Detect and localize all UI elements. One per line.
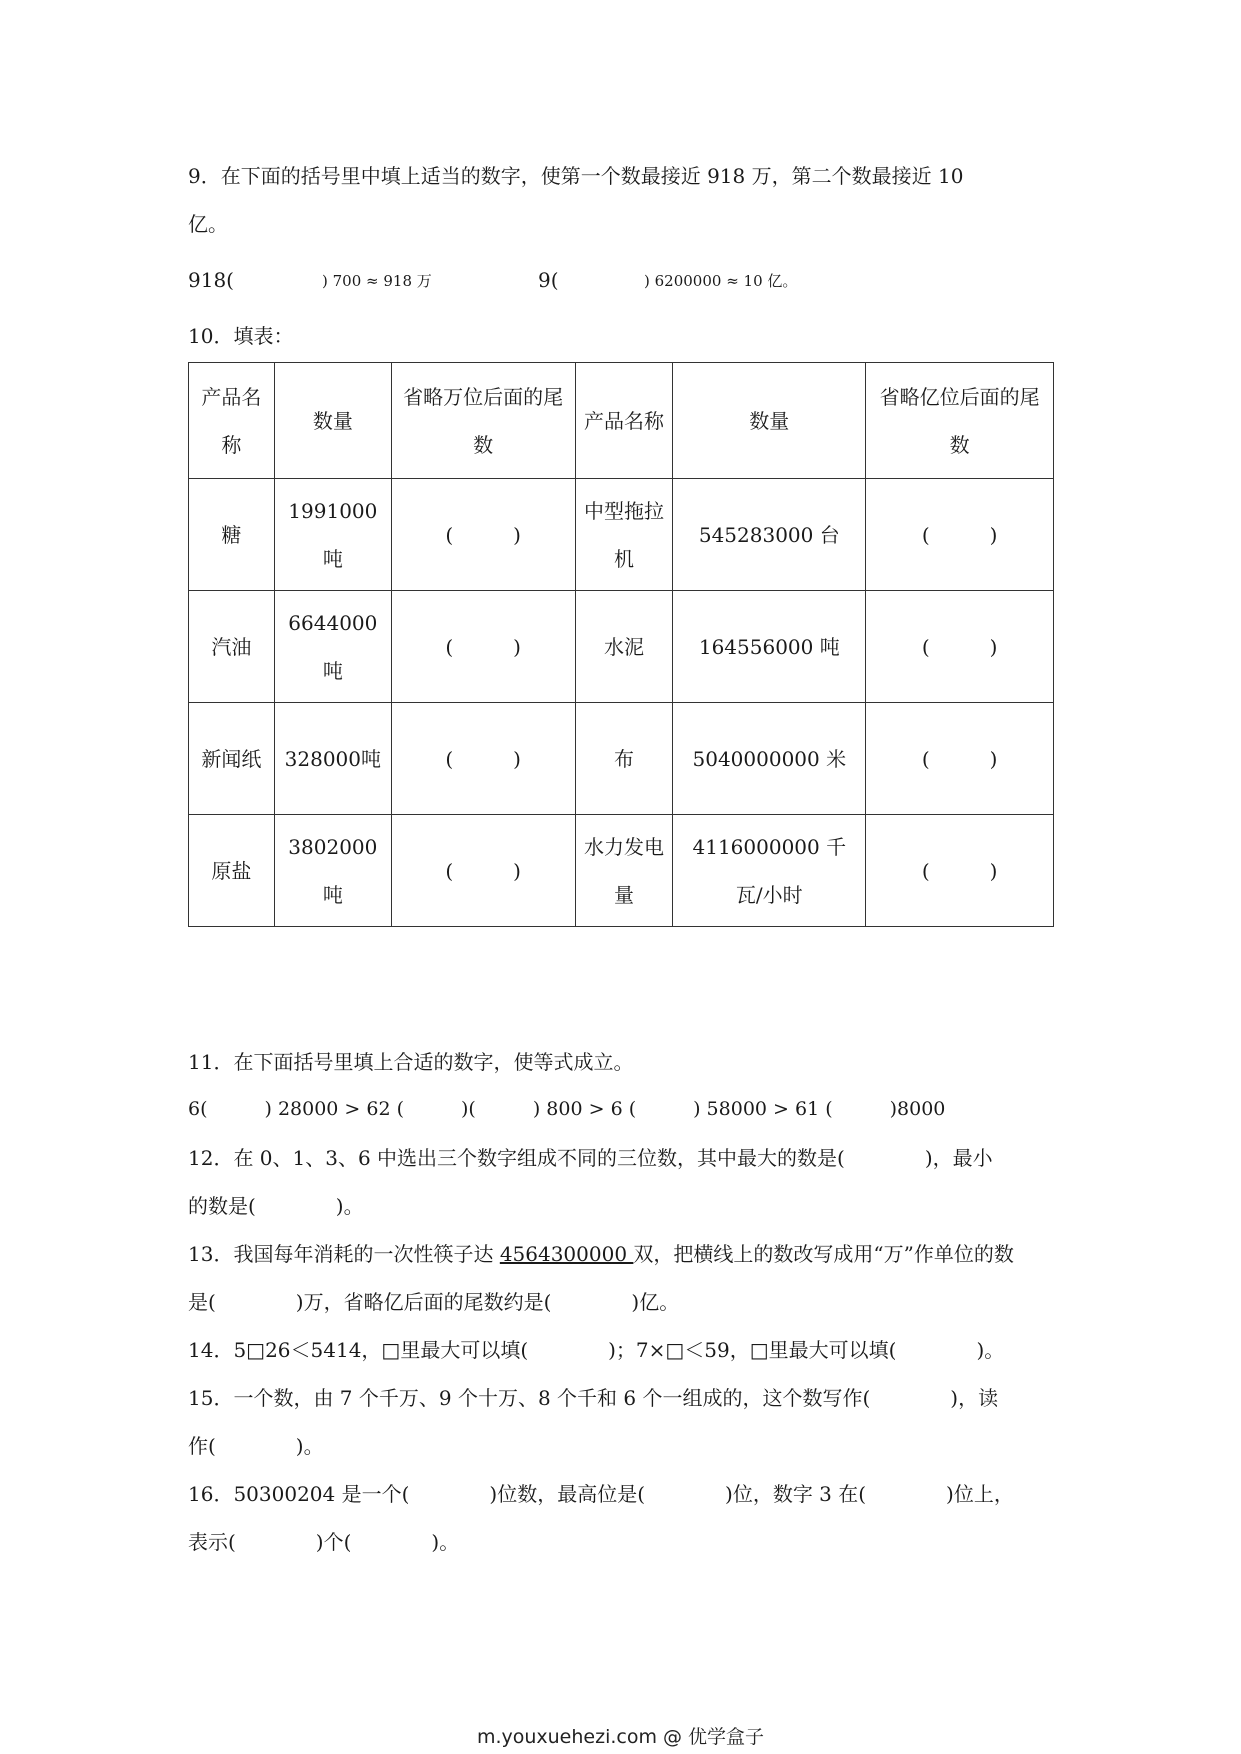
table-row bbox=[189, 591, 1054, 703]
q13-line1 bbox=[188, 1244, 1014, 1264]
table-header-row bbox=[189, 363, 1054, 479]
answer-cell[interactable]: ( ) bbox=[866, 815, 1054, 927]
q13-text-b: 双，把横线上的数改写成用“万”作单位的数 bbox=[633, 1242, 1014, 1266]
q9-expr-b-suffix: ) 6200000 ≈ 10 亿。 bbox=[644, 272, 798, 290]
quantity-cell: 5040000000 米 bbox=[673, 703, 866, 815]
q15-line2: 作( )。 bbox=[188, 1434, 324, 1458]
q9-expr-b-prefix: 9( bbox=[538, 268, 559, 292]
product-name-cell: 水力发电量 bbox=[575, 815, 673, 927]
answer-cell[interactable]: ( ) bbox=[391, 703, 575, 815]
product-name-cell: 中型拖拉机 bbox=[575, 479, 673, 591]
product-name-cell: 新闻纸 bbox=[189, 703, 275, 815]
header-cell: 产品名称 bbox=[189, 363, 275, 479]
answer-cell[interactable]: ( ) bbox=[866, 479, 1054, 591]
header-cell: 数量 bbox=[673, 363, 866, 479]
q9-line2: 亿。 bbox=[188, 212, 228, 236]
fill-table bbox=[188, 362, 1054, 927]
header-cell: 产品名称 bbox=[575, 363, 673, 479]
quantity-cell: 545283000 台 bbox=[673, 479, 866, 591]
q13-line2: 是( )万，省略亿后面的尾数约是( )亿。 bbox=[188, 1290, 680, 1314]
quantity-cell: 1991000吨 bbox=[274, 479, 391, 591]
q9-line1: 9．在下面的括号里中填上适当的数字，使第一个数最接近 918 万，第二个数最接近 10 bbox=[188, 164, 964, 188]
table-row bbox=[189, 703, 1054, 815]
quantity-cell: 328000吨 bbox=[274, 703, 391, 815]
q11-line2: 6( ) 28000 > 62 ( )( ) 800 > 6 ( ) 58000 > 61 ( )8000 bbox=[188, 1098, 946, 1120]
q13-underlined-number: 4564300000 bbox=[499, 1242, 634, 1266]
header-cell: 省略万位后面的尾数 bbox=[391, 363, 575, 479]
answer-cell[interactable]: ( ) bbox=[391, 479, 575, 591]
q15-line1: 15．一个数，由 7 个千万、9 个十万、8 个千和 6 个一组成的，这个数写作( )，读 bbox=[188, 1386, 999, 1410]
product-name-cell: 糖 bbox=[189, 479, 275, 591]
quantity-cell: 164556000 吨 bbox=[673, 591, 866, 703]
quantity-cell: 6644000吨 bbox=[274, 591, 391, 703]
q11-line1: 11．在下面括号里填上合适的数字，使等式成立。 bbox=[188, 1050, 634, 1074]
q16-line1: 16．50300204 是一个( )位数，最高位是( )位，数字 3 在( )位上， bbox=[188, 1482, 1014, 1506]
answer-cell[interactable]: ( ) bbox=[391, 591, 575, 703]
answer-cell[interactable]: ( ) bbox=[391, 815, 575, 927]
answer-cell[interactable]: ( ) bbox=[866, 703, 1054, 815]
answer-cell[interactable]: ( ) bbox=[866, 591, 1054, 703]
product-name-cell: 汽油 bbox=[189, 591, 275, 703]
table-row bbox=[189, 479, 1054, 591]
q13-text-a: 13．我国每年消耗的一次性筷子达 bbox=[188, 1242, 500, 1266]
q12-line2: 的数是( )。 bbox=[188, 1194, 364, 1218]
product-name-cell: 原盐 bbox=[189, 815, 275, 927]
q14-line1: 14．5□26＜5414，□里最大可以填( )；7×□＜59，□里最大可以填( )。 bbox=[188, 1338, 1005, 1362]
quantity-cell: 3802000吨 bbox=[274, 815, 391, 927]
q9-expr-a-prefix: 918( bbox=[188, 268, 234, 292]
q10-title: 10．填表： bbox=[188, 324, 294, 348]
q9-expr-a-suffix: ) 700 ≈ 918 万 bbox=[322, 272, 432, 290]
product-name-cell: 布 bbox=[575, 703, 673, 815]
q16-line2: 表示( )个( )。 bbox=[188, 1530, 460, 1554]
footer-watermark: m.youxuehezi.com @ 优学盒子 bbox=[476, 1726, 765, 1748]
product-name-cell: 水泥 bbox=[575, 591, 673, 703]
quantity-cell: 4116000000 千瓦/小时 bbox=[673, 815, 866, 927]
header-cell: 数量 bbox=[274, 363, 391, 479]
q12-line1: 12．在 0、1、3、6 中选出三个数字组成不同的三位数，其中最大的数是( )，最小 bbox=[188, 1146, 993, 1170]
table-row bbox=[189, 815, 1054, 927]
header-cell: 省略亿位后面的尾数 bbox=[866, 363, 1054, 479]
